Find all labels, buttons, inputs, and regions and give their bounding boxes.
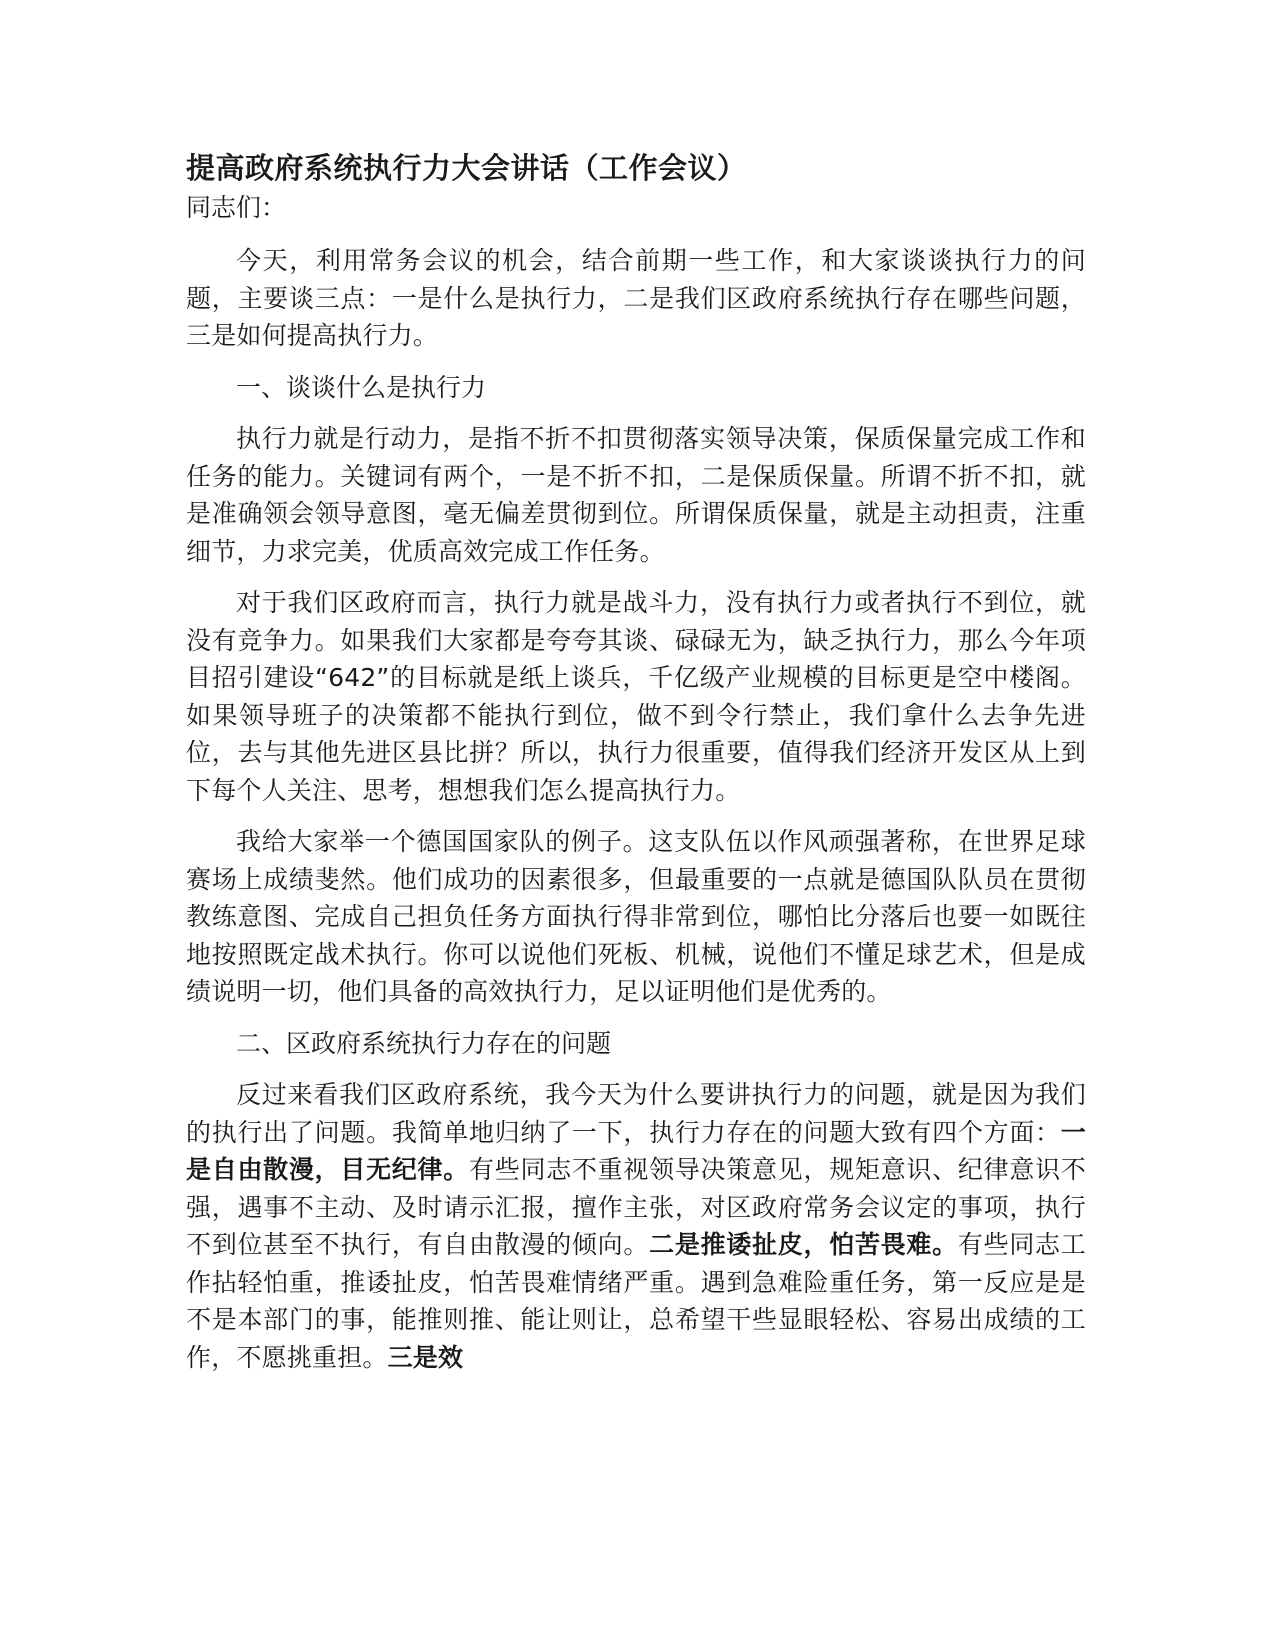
document-page	[186, 148, 1086, 1390]
problem-3-heading: 三是效	[387, 1342, 464, 1372]
paragraph-germany-example: 我给大家举一个德国国家队的例子。这支队伍以作风顽强著称，在世界足球赛场上成绩斐然。他们成功的因素很多，但最重要的一点就是德国队队员在贯彻教练意图、完成自己担负任务方面执行得非常到位，哪怕比分落后也要一如既往地按照既定战术执行。你可以说他们死板、机械，说他们不懂足球艺术，但是成绩说明一切，他们具备的高效执行力，足以证明他们是优秀的。	[186, 827, 1086, 1006]
problems-intro-text: 反过来看我们区政府系统，我今天为什么要讲执行力的问题，就是因为我们的执行出了问题。我简单地归纳了一下，执行力存在的问题大致有四个方面：	[186, 1080, 1086, 1147]
paragraph-intro: 今天，利用常务会议的机会，结合前期一些工作，和大家谈谈执行力的问题，主要谈三点：一是什么是执行力，二是我们区政府系统执行存在哪些问题，三是如何提高执行力。	[186, 246, 1086, 350]
problem-1-text: 有些同志不重视领导决策意见，规矩意识、纪律意识不强，遇事不主动、及时请示汇报，擅作主张，对区政府常务会议定的事项，执行不到位甚至不执行，有自由散漫的倾向。	[186, 1155, 1086, 1259]
paragraph-problems	[186, 1076, 1086, 1376]
problem-1-heading: 一是自由散漫，目无纪律。	[186, 1117, 1086, 1184]
salutation: 同志们：	[186, 193, 287, 222]
section-heading-2: 二、区政府系统执行力存在的问题	[236, 1028, 612, 1058]
section-heading-1: 一、谈谈什么是执行力	[236, 372, 487, 402]
paragraph-importance: 对于我们区政府而言，执行力就是战斗力，没有执行力或者执行不到位，就没有竞争力。如果我们大家都是夸夸其谈、碌碌无为，缺乏执行力，那么今年项目招引建设“642”的目标就是纸上谈兵，千亿级产业规模的目标更是空中楼阁。如果领导班子的决策都不能执行到位，做不到令行禁止，我们拿什么去争先进位，去与其他先进区县比拼？所以，执行力很重要，值得我们经济开发区从上到下每个人关注、思考，想想我们怎么提高执行力。	[186, 588, 1086, 805]
document-title: 提高政府系统执行力大会讲话（工作会议）	[186, 151, 747, 185]
problem-2-text: 有些同志工作拈轻怕重，推诿扯皮，怕苦畏难情绪严重。遇到急难险重任务，第一反应是是不是本部门的事，能推则推、能让则让，总希望干些显眼轻松、容易出成绩的工作，不愿挑重担。	[186, 1230, 1086, 1372]
problem-2-heading: 二是推诿扯皮，怕苦畏难。	[649, 1230, 958, 1259]
paragraph-definition: 执行力就是行动力，是指不折不扣贯彻落实领导决策，保质保量完成工作和任务的能力。关键词有两个，一是不折不扣，二是保质保量。所谓不折不扣，就是准确领会领导意图，毫无偏差贯彻到位。所谓保质保量，就是主动担责，注重细节，力求完美，优质高效完成工作任务。	[186, 424, 1086, 566]
